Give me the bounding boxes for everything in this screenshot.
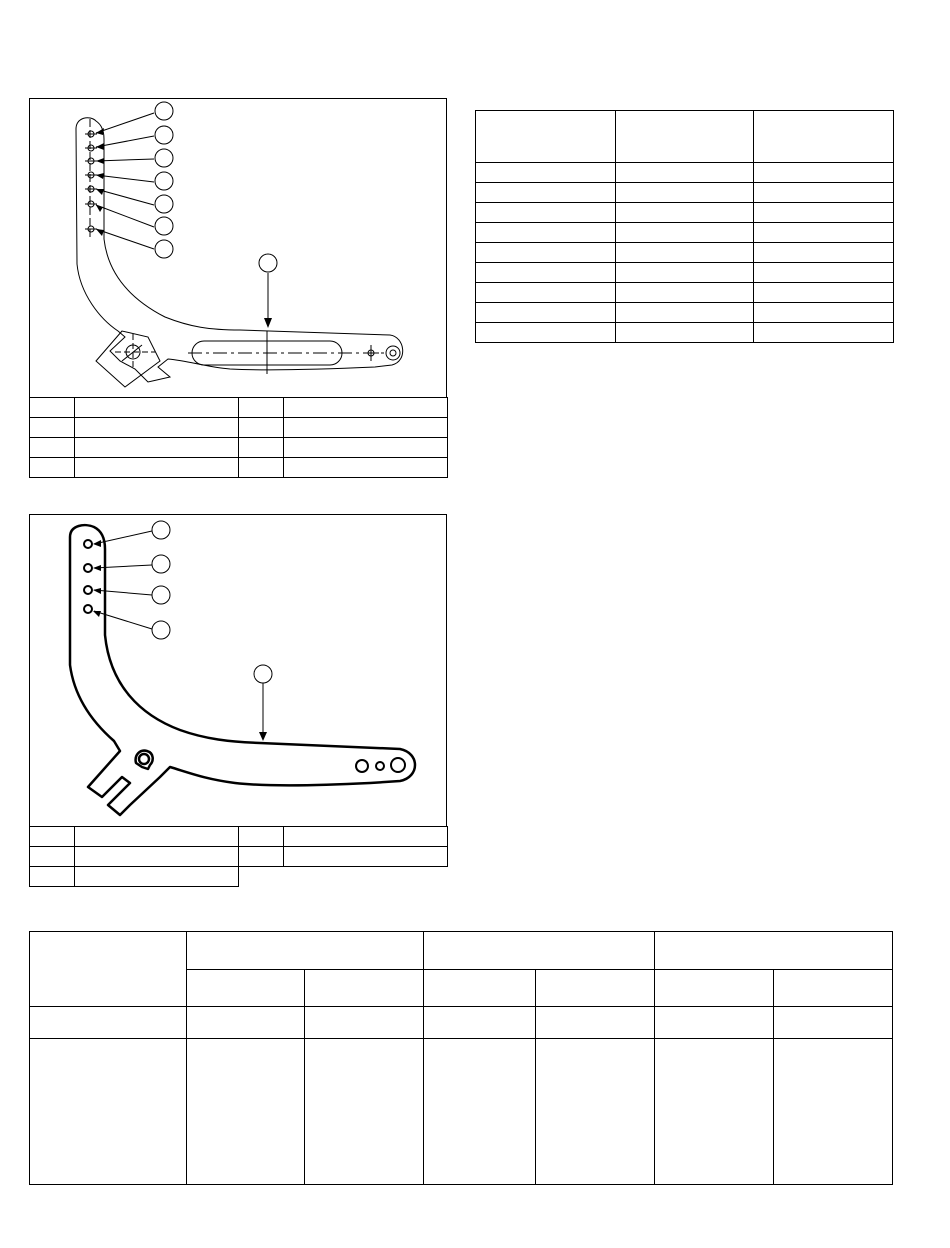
table-cell (476, 283, 616, 303)
legend-row (30, 418, 448, 438)
table-header-row (476, 111, 894, 163)
table-cell (476, 223, 616, 243)
table-cell (774, 1007, 893, 1039)
table-row (476, 223, 894, 243)
table-cell (616, 223, 754, 243)
callout-circle (155, 195, 173, 213)
legend-description (75, 438, 239, 458)
legend-description (75, 847, 239, 867)
callout-circle (155, 172, 173, 190)
sub-header (187, 969, 305, 1007)
legend-row (30, 847, 448, 867)
row-header (30, 932, 187, 1007)
table-cell (616, 243, 754, 263)
table-cell (754, 303, 894, 323)
table-cell (536, 1007, 655, 1039)
sub-header (424, 969, 536, 1007)
row-label (30, 1007, 187, 1039)
legend-description (284, 418, 448, 438)
legend-number (239, 398, 284, 418)
sub-header (305, 969, 424, 1007)
callout-circle (155, 102, 173, 120)
figure-2-frame (29, 514, 447, 827)
legend-number (30, 418, 75, 438)
legend-row (30, 438, 448, 458)
legend-description (284, 847, 448, 867)
legend-description (75, 867, 239, 887)
legend-description (75, 458, 239, 478)
callout-circle (155, 126, 173, 144)
table-cell (616, 163, 754, 183)
table-cell (616, 183, 754, 203)
table-cell (655, 1007, 774, 1039)
legend-number (30, 438, 75, 458)
callout-circle (152, 621, 170, 639)
legend-row (30, 827, 448, 847)
sub-header (536, 969, 655, 1007)
table-cell (616, 203, 754, 223)
column-header (616, 111, 754, 163)
empty-cell (239, 867, 284, 887)
legend-number (30, 847, 75, 867)
table-row (30, 1007, 893, 1039)
group-header (187, 932, 424, 970)
table-cell (754, 183, 894, 203)
table-cell (536, 1039, 655, 1185)
table-cell (476, 263, 616, 283)
table-row (476, 283, 894, 303)
group-header (655, 932, 893, 970)
row-label (30, 1039, 187, 1185)
legend-number (239, 458, 284, 478)
table-cell (754, 263, 894, 283)
table-cell (754, 203, 894, 223)
legend-number (239, 418, 284, 438)
sub-header (655, 969, 774, 1007)
group-header (424, 932, 655, 970)
table-cell (476, 183, 616, 203)
table-cell (754, 323, 894, 343)
callout-circle (152, 555, 170, 573)
legend-number (30, 827, 75, 847)
column-header (476, 111, 616, 163)
figure-1-frame (29, 98, 447, 398)
table-cell (424, 1039, 536, 1185)
table-cell (754, 243, 894, 263)
figure-1-drawing (30, 99, 448, 399)
figure-2-drawing (30, 515, 448, 828)
table-cell (655, 1039, 774, 1185)
column-header (754, 111, 894, 163)
table-cell (616, 263, 754, 283)
figure-2-legend (29, 826, 448, 887)
legend-number (30, 458, 75, 478)
legend-description (284, 827, 448, 847)
table-cell (476, 303, 616, 323)
legend-description (75, 827, 239, 847)
sub-header (774, 969, 893, 1007)
table-cell (754, 163, 894, 183)
legend-description (284, 398, 448, 418)
legend-number (239, 827, 284, 847)
table-row (476, 243, 894, 263)
legend-number (30, 398, 75, 418)
legend-number (239, 438, 284, 458)
specification-table (475, 110, 894, 343)
callout-circle (152, 521, 170, 539)
callout-circle (155, 149, 173, 167)
table-cell (476, 203, 616, 223)
table-cell (616, 303, 754, 323)
legend-description (75, 418, 239, 438)
table-cell (424, 1007, 536, 1039)
legend-description (284, 438, 448, 458)
callout-circle (155, 217, 173, 235)
callout-circle (155, 240, 173, 258)
table-cell (305, 1039, 424, 1185)
table-row (476, 263, 894, 283)
legend-description (284, 458, 448, 478)
table-cell (616, 283, 754, 303)
figure-1-legend (29, 397, 448, 478)
table-row (30, 1039, 893, 1185)
legend-row (30, 458, 448, 478)
table-row (476, 203, 894, 223)
table-row (476, 183, 894, 203)
callout-circle (254, 665, 272, 683)
table-cell (754, 223, 894, 243)
empty-cell (284, 867, 448, 887)
table-cell (187, 1039, 305, 1185)
table-cell (476, 163, 616, 183)
table-row (476, 323, 894, 343)
callout-circle (259, 254, 277, 272)
table-cell (476, 323, 616, 343)
callout-circle (152, 586, 170, 604)
legend-description (75, 398, 239, 418)
legend-number (30, 867, 75, 887)
table-cell (476, 243, 616, 263)
legend-number (239, 847, 284, 867)
group-header-row (30, 932, 893, 970)
table-cell (754, 283, 894, 303)
table-cell (187, 1007, 305, 1039)
table-cell (774, 1039, 893, 1185)
table-row (476, 303, 894, 323)
legend-row (30, 398, 448, 418)
table-cell (305, 1007, 424, 1039)
bottom-table (29, 931, 893, 1185)
legend-row (30, 867, 448, 887)
table-cell (616, 323, 754, 343)
table-row (476, 163, 894, 183)
